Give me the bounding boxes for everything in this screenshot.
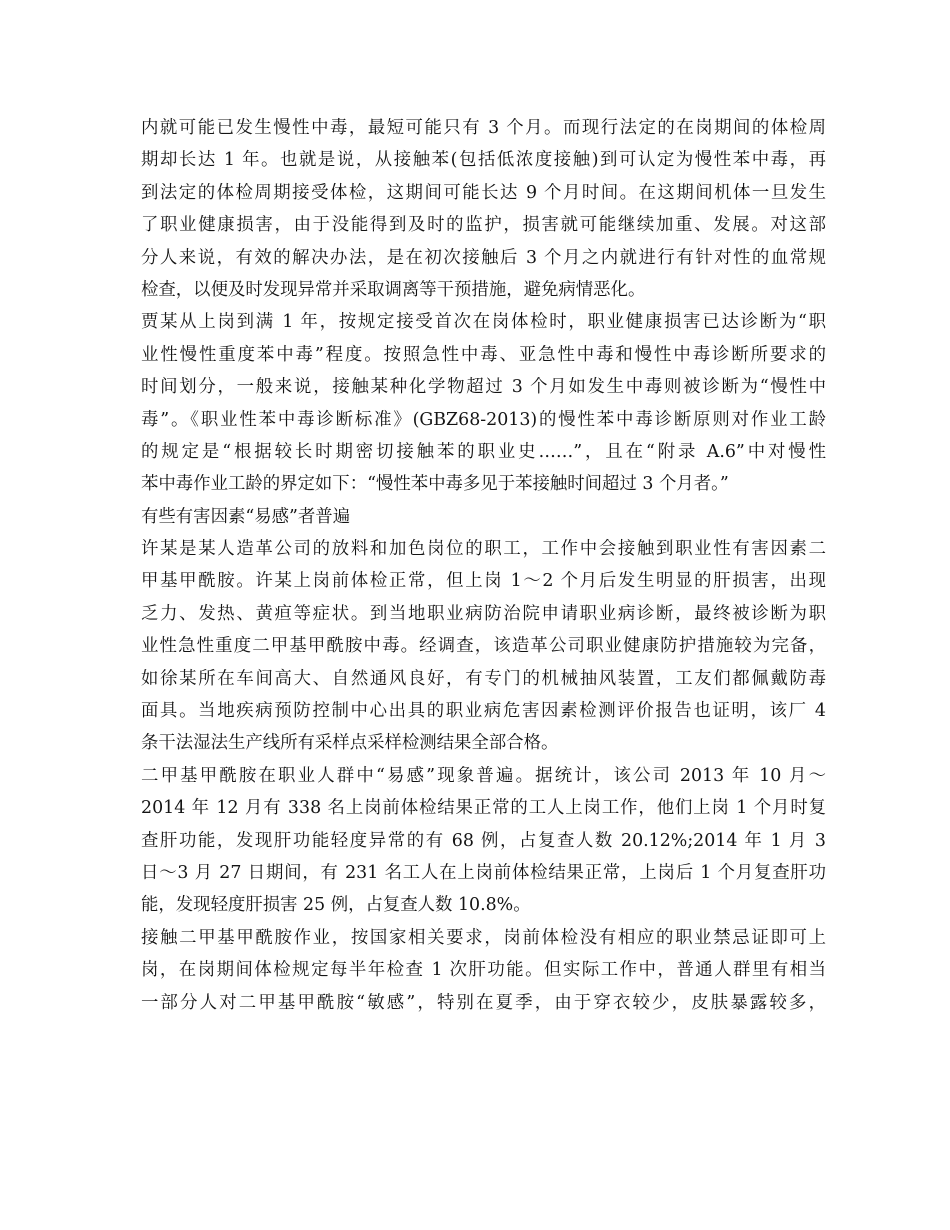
paragraph-p3 xyxy=(141,533,826,760)
text-line: 毒”。《职业性苯中毒诊断标准》(GBZ68-2013)的慢性苯中毒诊断原则对作业工龄 xyxy=(141,409,826,430)
text-line: 如徐某所在车间高大、自然通风良好，有专门的机械抽风装置，工友们都佩戴防毒 xyxy=(141,668,826,689)
text-line: 苯中毒作业工龄的界定如下：“慢性苯中毒多见于苯接触时间超过 3 个月者。” xyxy=(141,474,729,495)
paragraph-p5 xyxy=(141,922,826,1019)
document-body xyxy=(141,112,826,1019)
text-line: 业性急性重度二甲基甲酰胺中毒。经调查，该造革公司职业健康防护措施较为完备， xyxy=(141,636,826,657)
text-line: 日～3 月 27 日期间，有 231 名工人在上岗前体检结果正常，上岗后 1 个月复查肝功 xyxy=(141,862,826,883)
text-line: 时间划分，一般来说，接触某种化学物超过 3 个月如发生中毒则被诊断为“慢性中 xyxy=(141,377,826,398)
heading-line: 有些有害因素“易感”者普遍 xyxy=(141,506,351,527)
text-line: 能，发现轻度肝损害 25 例，占复查人数 10.8%。 xyxy=(141,895,531,916)
text-line: 到法定的体检周期接受体检，这期间可能长达 9 个月时间。在这期间机体一旦发生 xyxy=(141,182,826,203)
text-line: 二甲基甲酰胺在职业人群中“易感”现象普遍。据统计，该公司 2013 年 10 月～ xyxy=(141,765,826,786)
text-line: 甲基甲酰胺。许某上岗前体检正常，但上岗 1～2 个月后发生明显的肝损害，出现 xyxy=(141,571,826,592)
text-line: 面具。当地疾病预防控制中心出具的职业病危害因素检测评价报告也证明，该厂 4 xyxy=(141,701,826,722)
text-line: 期却长达 1 年。也就是说，从接触苯(包括低浓度接触)到可认定为慢性苯中毒，再 xyxy=(141,150,826,171)
paragraph-p2 xyxy=(141,306,826,500)
text-line: 内就可能已发生慢性中毒，最短可能只有 3 个月。而现行法定的在岗期间的体检周 xyxy=(141,118,826,138)
text-line: 贾某从上岗到满 1 年，按规定接受首次在岗体检时，职业健康损害已达诊断为“职 xyxy=(141,312,826,333)
text-line: 了职业健康损害，由于没能得到及时的监护，损害就可能继续加重、发展。对这部 xyxy=(141,215,826,236)
text-line: 岗，在岗期间体检规定每半年检查 1 次肝功能。但实际工作中，普通人群里有相当 xyxy=(141,960,826,981)
text-line: 检查，以便及时发现异常并采取调离等干预措施，避免病情恶化。 xyxy=(141,279,646,300)
text-line: 分人来说，有效的解决办法，是在初次接触后 3 个月之内就进行有针对性的血常规 xyxy=(141,247,826,268)
paragraph-p1 xyxy=(141,112,826,306)
section-heading xyxy=(141,501,826,533)
text-line: 2014 年 12 月有 338 名上岗前体检结果正常的工人上岗工作，他们上岗 1 个月时复 xyxy=(141,798,826,819)
text-line: 一部分人对二甲基甲酰胺“敏感”，特别在夏季，由于穿衣较少，皮肤暴露较多， xyxy=(141,992,826,1013)
text-line: 接触二甲基甲酰胺作业，按国家相关要求，岗前体检没有相应的职业禁忌证即可上 xyxy=(141,927,826,948)
paragraph-p4 xyxy=(141,760,826,922)
text-line: 查肝功能，发现肝功能轻度异常的有 68 例，占复查人数 20.12%;2014 年 1 月 3 xyxy=(141,830,826,851)
text-line: 乏力、发热、黄疸等症状。到当地职业病防治院申请职业病诊断，最终被诊断为职 xyxy=(141,603,826,624)
text-line: 条干法湿法生产线所有采样点采样检测结果全部合格。 xyxy=(141,733,559,754)
text-line: 许某是某人造革公司的放料和加色岗位的职工，工作中会接触到职业性有害因素二 xyxy=(141,539,826,560)
text-line: 的规定是“根据较长时期密切接触苯的职业史……”，且在“附录 A.6”中对慢性 xyxy=(141,441,826,462)
text-line: 业性慢性重度苯中毒”程度。按照急性中毒、亚急性中毒和慢性中毒诊断所要求的 xyxy=(141,344,826,365)
